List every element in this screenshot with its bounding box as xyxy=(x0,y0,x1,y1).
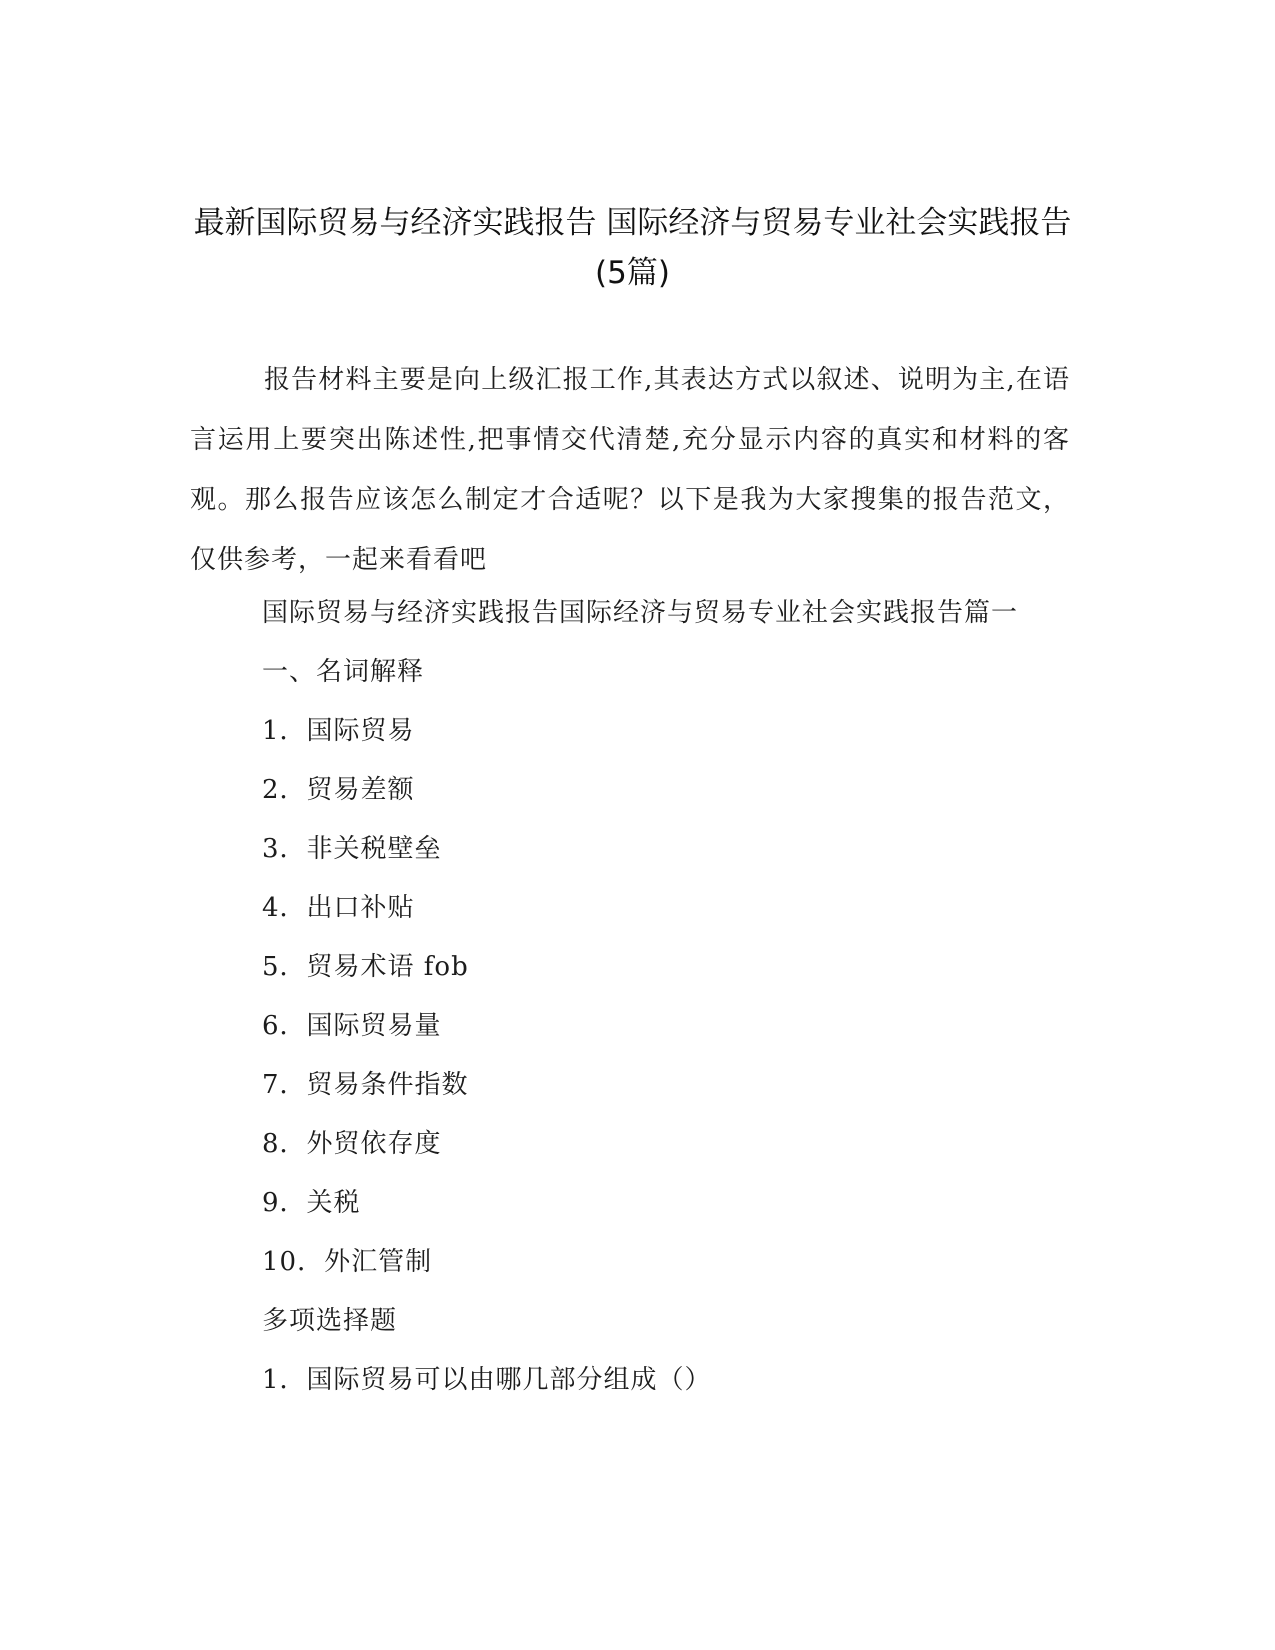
term-item: 6．国际贸易量 xyxy=(262,1011,442,1041)
part-heading-multiple-choice: 多项选择题 xyxy=(262,1306,398,1336)
term-item: 4．出口补贴 xyxy=(262,893,415,923)
term-item: 2．贸易差额 xyxy=(262,775,415,805)
term-item: 8．外贸依存度 xyxy=(262,1129,442,1159)
part-heading-terms: 一、名词解释 xyxy=(262,657,425,687)
term-item: 1．国际贸易 xyxy=(262,716,415,746)
term-item: 10．外汇管制 xyxy=(262,1247,433,1277)
document-title: 最新国际贸易与经济实践报告 国际经济与贸易专业社会实践报告(5篇) xyxy=(193,205,1072,291)
term-item: 3．非关税壁垒 xyxy=(262,834,442,864)
term-item: 7．贸易条件指数 xyxy=(262,1070,469,1100)
section-heading: 国际贸易与经济实践报告国际经济与贸易专业社会实践报告篇一 xyxy=(262,598,1019,628)
term-item: 9．关税 xyxy=(262,1188,361,1218)
question-item: 1．国际贸易可以由哪几部分组成（） xyxy=(262,1365,712,1395)
term-item: 5．贸易术语 fob xyxy=(262,952,469,982)
intro-paragraph: 报告材料主要是向上级汇报工作,其表达方式以叙述、说明为主,在语言运用上要突出陈述性,把事情交代清楚,充分显示内容的真实和材料的客观。那么报告应该怎么制定才合适呢？以下是我为大家搜集的报告范文，仅供参考，一起来看看吧 xyxy=(190,365,1070,575)
